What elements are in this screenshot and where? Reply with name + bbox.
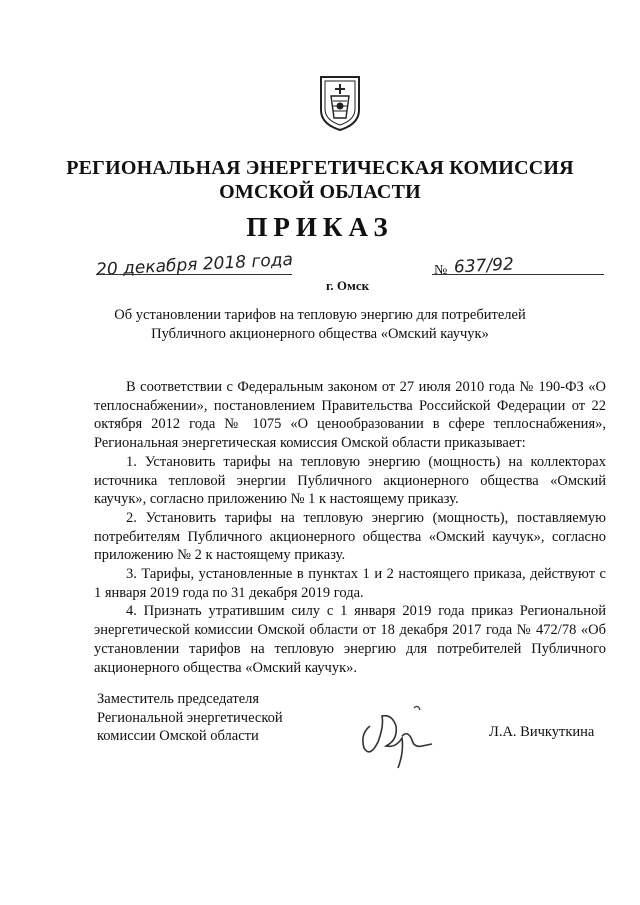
omsk-coat-of-arms-icon <box>318 74 362 132</box>
subject-line: Публичного акционерного общества «Омский каучук» <box>151 326 489 342</box>
subject-line: Об установлении тарифов на тепловую энергию для потребителей <box>114 307 526 323</box>
order-body <box>94 378 606 677</box>
document-type-title: ПРИКАЗ <box>246 212 394 242</box>
number-sign: № <box>434 263 448 278</box>
body-paragraph: 4. Признать утратившим силу с 1 января 2019 года приказ Региональной энергетической комиссии Омской области от 18 декабря 2017 года № 472/78 «Об установлении тарифов на тепловую энергию для потребителей Публичного акционерного общества «Омский каучук». <box>94 603 606 676</box>
city-label: г. Омск <box>326 278 370 293</box>
body-paragraph: 2. Установить тарифы на тепловую энергию (мощность), поставляемую потребителям Публичного акционерного общества «Омский каучук», согласно приложению № 2 к настоящему приказу. <box>94 509 606 564</box>
number-underline <box>432 274 604 275</box>
body-paragraph: В соответствии с Федеральным законом от 27 июля 2010 года № 190-ФЗ «О теплоснабжении», постановлением Правительства Российской Федерации от 22 октября 2012 года № 1075 «О ценообразовании в сфере теплоснабжения», Региональная энергетическая комиссия Омской области приказывает: <box>94 379 606 452</box>
position-line: комиссии Омской области <box>97 728 259 745</box>
order-subject <box>100 306 540 344</box>
signer-name: Л.А. Вичкуткина <box>489 724 595 740</box>
org-name-line1: РЕГИОНАЛЬНАЯ ЭНЕРГЕТИЧЕСКАЯ КОМИССИЯ <box>66 157 574 179</box>
handwritten-date: 20 декабря 2018 года <box>95 249 294 281</box>
position-line: Заместитель председателя <box>97 691 260 707</box>
date-underline <box>96 274 292 275</box>
org-name-line2: ОМСКОЙ ОБЛАСТИ <box>219 181 421 203</box>
body-paragraph: 3. Тарифы, установленные в пунктах 1 и 2 настоящего приказа, действуют с 1 января 2019 года по 31 декабря 2019 года. <box>94 566 606 601</box>
handwritten-order-number: 637/92 <box>453 254 515 278</box>
handwritten-signature-icon <box>352 696 442 778</box>
signatory-position <box>97 690 283 746</box>
body-paragraph: 1. Установить тарифы на тепловую энергию (мощность) на коллекторах источника тепловой энергии Публичного акционерного общества «Омский каучук», согласно приложению № 1 к настоящему приказу. <box>94 453 606 508</box>
position-line: Региональной энергетической <box>97 709 283 726</box>
